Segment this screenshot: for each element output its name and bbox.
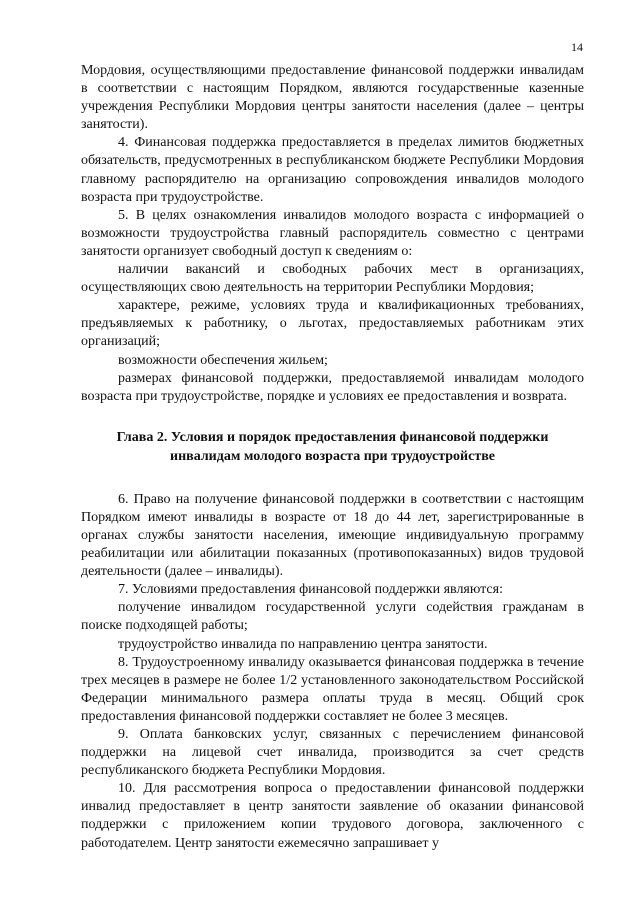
- paragraph-clause-10: 10. Для рассмотрения вопроса о предоставлении финансовой поддержки инвалид предоставляет в центр занятости заявление об оказании финансовой поддержки с приложением копии трудового договора, заключенного с работодателем. Центр занятости ежемесячно запрашивает у: [81, 781, 584, 851]
- paragraph-clause-9: 9. Оплата банковских услуг, связанных с перечислением финансовой поддержки на лицевой счет инвалида, производится за счет средств республиканского бюджета Республики Мордовия.: [81, 727, 584, 779]
- paragraph-clause-4: 4. Финансовая поддержка предоставляется в пределах лимитов бюджетных обязательств, предусмотренных в республиканском бюджете Республики Мордовия главному распорядителю на организацию сопровождения инвалидов молодого возраста при трудоустройстве.: [81, 135, 584, 205]
- paragraph-clause-7: 7. Условиями предоставления финансовой поддержки являются:: [118, 582, 503, 598]
- section-after: [81, 491, 584, 853]
- paragraph-clause-5: 5. В целях ознакомления инвалидов молодого возраста с информацией о возможности трудоустройства главный распорядитель совместно с центрами занятости организует свободный доступ к сведениям о:: [81, 207, 584, 259]
- list-item: возможности обеспечения жильем;: [118, 352, 328, 368]
- paragraph-clause-8: 8. Трудоустроенному инвалиду оказывается финансовая поддержка в течение трех месяцев в размере не более 1/2 установленного законодательством Российской Федерации минимального размера оплаты труда в месяц. Общий срок предоставления финансовой поддержки составляет не более 3 месяцев.: [81, 654, 584, 724]
- paragraph-clause-6: 6. Право на получение финансовой поддержки в соответствии с настоящим Порядком имеют инвалиды в возрасте от 18 до 44 лет, зарегистрированные в органах службы занятости населения, имеющие индивидуальную программу реабилитации или абилитации показанных (противопоказанных) видов трудовой деятельности (далее – инвалиды).: [81, 491, 584, 580]
- list-item: получение инвалидом государственной услуги содействия гражданам в поиске подходящей работы;: [81, 600, 584, 634]
- list-item: наличии вакансий и свободных рабочих мест в организациях, осуществляющих свою деятельность на территории Республики Мордовия;: [81, 262, 584, 296]
- chapter-heading: [81, 428, 584, 466]
- section-before: [81, 62, 584, 406]
- page-number: 14: [571, 40, 583, 54]
- chapter-title-line: Глава 2. Условия и порядок предоставления финансовой поддержки: [116, 429, 549, 445]
- chapter-title-line: инвалидам молодого возраста при трудоустройстве: [170, 448, 495, 464]
- list-item: размерах финансовой поддержки, предоставляемой инвалидам молодого возраста при трудоустройстве, порядке и условиях ее предоставления и возврата.: [81, 370, 584, 404]
- document-body: [81, 62, 584, 853]
- paragraph: Мордовия, осуществляющими предоставление финансовой поддержки инвалидам в соответствии с настоящим Порядком, являются государственные казенные учреждения Республики Мордовия центры занятости населения (далее – центры занятости).: [81, 63, 584, 133]
- list-item: трудоустройство инвалида по направлению центра занятости.: [118, 636, 488, 652]
- list-item: характере, режиме, условиях труда и квалификационных требованиях, предъявляемых к работнику, о льготах, предоставляемых работникам этих организаций;: [81, 298, 584, 350]
